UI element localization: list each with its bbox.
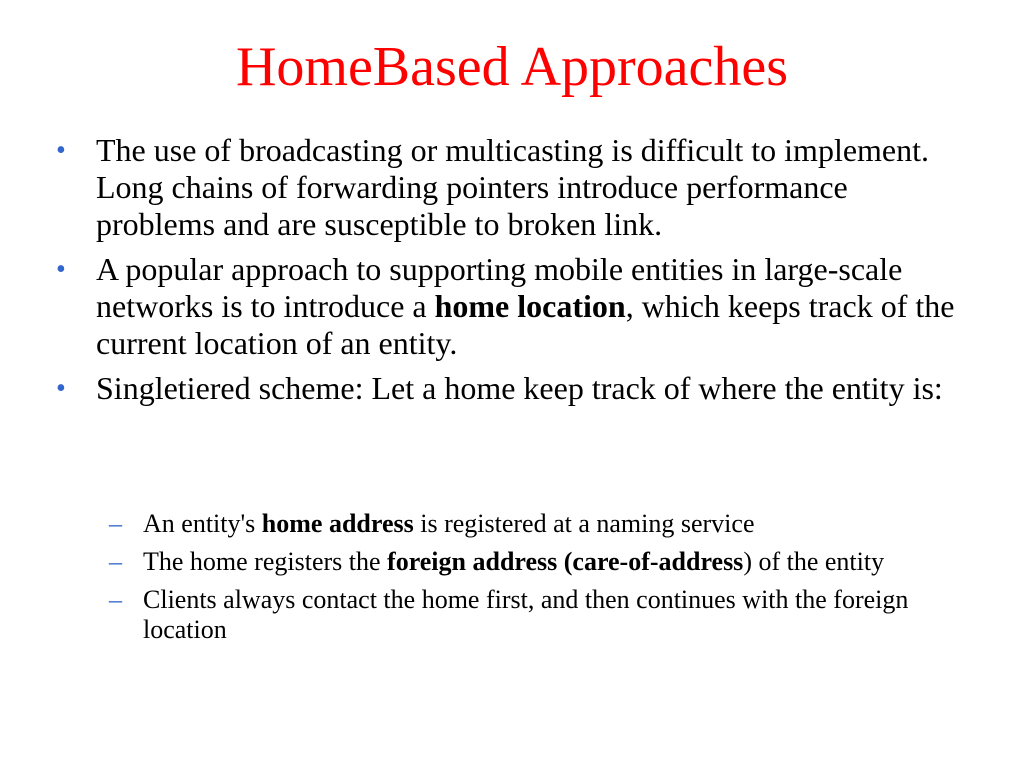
bullet-list	[52, 132, 972, 415]
sub-bullet-text-segment: ) of the entity	[743, 547, 885, 576]
sub-bullet-item	[52, 585, 972, 645]
bullet-marker: •	[56, 373, 66, 404]
sub-bullet-bold-term: home address	[261, 509, 414, 538]
bullet-text: The use of broadcasting or multicasting is difficult to implement. Long chains of forwarding pointers introduce performance problems and are susceptible to broken link.	[96, 132, 930, 242]
sub-bullet-text	[143, 547, 972, 577]
bullet-item	[52, 132, 972, 243]
bullet-text: Singletiered scheme: Let a home keep track of where the entity is:	[96, 370, 943, 406]
bullet-marker: •	[56, 135, 66, 166]
bullet-text-segment: A popular approach to supporting mobile entities in large-scale networks is to introduce a	[96, 251, 903, 324]
bullet-marker: •	[56, 254, 66, 285]
bullet-item	[52, 251, 972, 362]
bullet-text-segment: , which keeps track of the current location of an entity.	[96, 288, 955, 361]
sub-bullet-marker: –	[109, 585, 122, 614]
sub-bullet-marker: –	[109, 547, 122, 576]
sub-bullet-text-segment: An entity's	[143, 509, 262, 538]
slide-title: HomeBased Approaches	[235, 36, 789, 98]
bullet-text	[96, 251, 972, 362]
sub-bullet-text	[143, 509, 972, 539]
sub-bullet-marker: –	[109, 509, 122, 538]
sub-bullet-text-segment: is registered at a naming service	[413, 509, 755, 538]
bullet-item	[52, 370, 972, 407]
bullet-bold-term: home location	[434, 288, 626, 324]
sub-bullet-item	[52, 509, 972, 539]
sub-bullet-text-segment: The home registers the	[143, 547, 388, 576]
sub-bullet-list	[52, 509, 972, 653]
sub-bullet-bold-term: foreign address (care-of-address	[387, 547, 744, 576]
sub-bullet-item	[52, 547, 972, 577]
sub-bullet-text: Clients always contact the home first, and then continues with the foreign location	[143, 585, 909, 644]
